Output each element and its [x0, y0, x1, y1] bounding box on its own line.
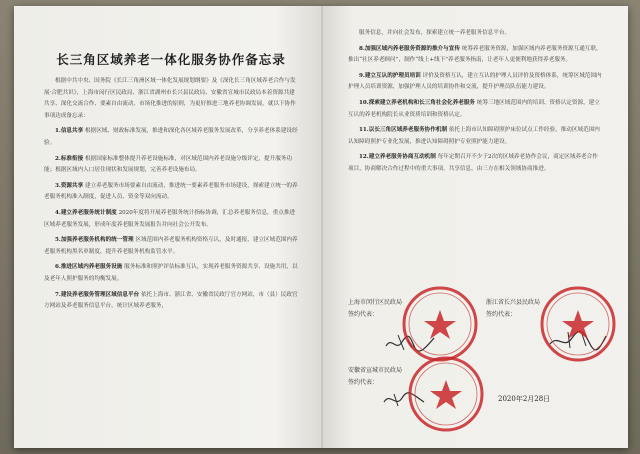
item-heading: 12.建立养老服务协商互动机制 [359, 154, 436, 161]
list-item [44, 181, 298, 204]
item-text: 区域范围内养老服务机构资格互认，及时通报，建立区域范围内养老服务机构黑名单制度，提升养老服务机构监管水平。 [44, 237, 298, 255]
list-item [348, 125, 602, 148]
item-heading: 3.资源共享 [55, 182, 84, 189]
item-text: 服务标准和照护评估标准互认，实现养老服务资源共享、设施共用，以及老年人照护服务的均衡发展。 [44, 264, 298, 282]
item-text: 2020年度将开展养老服务统计指标协调，汇总养老服务信息，重点推进区域养老服务发展，形成年度养老服务发展报告并向社会公开发布。 [44, 209, 296, 228]
list-item [44, 262, 298, 285]
item-heading: 8.加强区域内养老服务资源的推介与宣传 [359, 45, 460, 52]
official-seal-stamp [400, 284, 480, 364]
list-item [348, 152, 602, 175]
item-text: 每年定期召开不少于2次的区域养老协作会议，商定区域养老合作项目，协商解决合作过程中的重大事项，共享信息，由三方在相关领域协商推进。 [348, 154, 598, 172]
document-spread [14, 6, 628, 448]
item-text: 评价及资格互认，建立互认的护理人员评价及资格体系，统筹区域范围内护理人员培训资源，加强护理人员的培训协作和交流，提升护理员队伍能力建设。 [348, 72, 602, 91]
list-item [44, 235, 298, 258]
signature-block [348, 298, 602, 428]
item-heading: 7.建设养老服务管理区域信息平台 [55, 291, 140, 298]
list-item [348, 98, 602, 121]
list-item [348, 44, 602, 67]
party1-label: 上海市闵行区民政局 [348, 299, 403, 306]
item-text: 统筹三地区域范围内的培训、资格认定资源，建立互认的养老机构院长从业资质培训和资格认定。 [348, 99, 600, 118]
list-item [44, 208, 298, 231]
list-item [44, 290, 298, 313]
item-text: 依托上海市、浙江省、安徽省民政厅官方网站，市（县）民政官方网站及养老服务信息平台，统计区域养老服务， [44, 291, 298, 310]
party3-label: 安徽省宣城市民政局 [348, 367, 403, 374]
list-item [348, 71, 602, 94]
item-text: 依托上海市认知障碍照护床位试点工作经验，推动区域范围内认知障碍照护专业化发展，推进认知障碍照护专业照护能力建设。 [348, 127, 600, 145]
item-text: 根据区域、财政标准发展，推进和深化各区域养老服务发展改革，分享养老体系建设经验。 [44, 128, 298, 146]
item-heading: 1.信息共享 [55, 128, 84, 135]
right-page [322, 6, 628, 448]
signing-date: 2020年2月28日 [498, 395, 551, 403]
party3-sign-label: 签约代表： [348, 379, 379, 386]
page-gutter [321, 6, 323, 448]
left-page [14, 6, 322, 448]
item-text: 统筹养老服务资源，加强区域内养老服务资源互通互联，推出“社区养老顾问”，制作“线上+线下”养老服务指南，让老年人更便利地获得养老服务。 [348, 45, 602, 64]
party1-sign-label: 签约代表： [348, 311, 379, 318]
item-heading: 9.建立互认的护理员培训 [359, 72, 421, 79]
intro-paragraph: 根据中共中央、国务院《长江三角洲区域一体化发展规划纲要》及《深化长三角区域养老合作与发展·合肥共识》，上海市闵行区民政局、浙江省湖州市长兴县民政局、安徽省宣城市民政局本着资源共建共享、深化交流合作、要素自由流动、市场化推进的原则，为更好推进三地养老协调发展，就以下协作事项达成备忘录： [44, 78, 296, 119]
item-heading: 11.以长三角区域养老服务协作机制 [359, 127, 448, 134]
party2-sign-label: 签约代表： [486, 311, 517, 318]
list-item [44, 126, 298, 149]
continuation-paragraph: 服务信息，并向社会发布，探索建立统一养老服务信息平台。 [359, 30, 511, 36]
item-heading: 10.探索建立养老机构和长三角社会化养老服务 [359, 99, 476, 106]
list-item [44, 154, 298, 177]
item-text: 建立养老服务市场要素自由流动，推进统一要素养老服务市场建设，探索建立统一的养老服务机构准入制度，促进人员、资金等双向流动。 [44, 182, 298, 201]
party2-label: 浙江省长兴县民政局 [486, 299, 541, 306]
official-seal-stamp [538, 284, 618, 364]
official-seal-stamp [406, 354, 486, 434]
item-heading: 5.加强养老服务机构的统一管理 [55, 237, 134, 244]
document-title: 长三角区域养老一体化服务协作备忘录 [56, 52, 286, 67]
item-heading: 6.推进区域内养老服务设施 [55, 264, 123, 271]
item-heading: 4.建立养老服务统计制度 [55, 209, 117, 216]
item-heading: 2.标准衔接 [55, 155, 84, 162]
item-text: 根据国家标准整体提升养老设施标准，对区域范围内养老设施分级评定，提升服务功能；根据区域内人口居住现状和发展规划，完善养老设施布局。 [44, 155, 292, 174]
